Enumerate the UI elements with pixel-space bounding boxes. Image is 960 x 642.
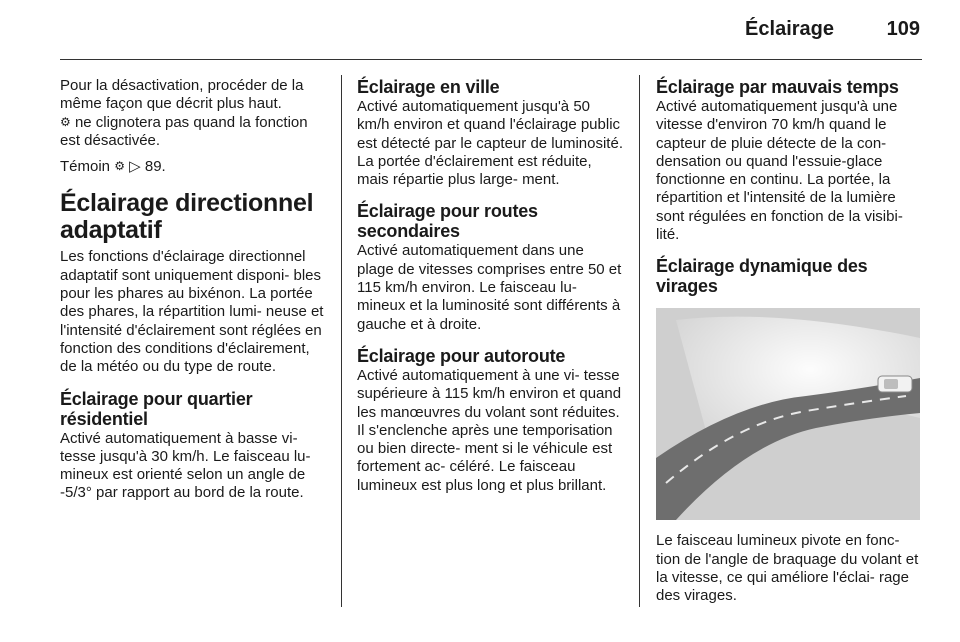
headlight-warning-icon: ⚙ (114, 159, 125, 174)
page-header (0, 0, 960, 56)
subsection-paragraph: Activé automatiquement à basse vi- tesse jusqu'à 30 km/h. Le faisceau lu- mineux est orienté selon un angle de -5/3° par rapport au bord de la route. (60, 429, 311, 502)
subsection-paragraph: Activé automatiquement jusqu'à une vitesse d'environ 70 km/h quand le capteur de pluie détecte de la con- densation ou quand l'essuie-glace fonctionne en continu. La portée, la répartition et l'intensité de la lumière sont régulées en fonction de la visibi- lité. (656, 98, 903, 244)
subsection-paragraph: Activé automatiquement à une vi- tesse supérieure à 115 km/h environ et quand les manœuvres du volant sont réduites. Il s'enclenche après une temporisation ou bien directe- ment si le véhicule est fortement ac- céléré. Le faisceau lumineux est plus long et plus brillant. (357, 366, 622, 494)
section-heading: Éclairage directionnel adaptatif (60, 189, 314, 245)
subsection-paragraph: Le faisceau lumineux pivote en fonc- tion de l'angle de braquage du volant et la vitesse, ce qui améliore l'éclai- rage des virages. (656, 532, 919, 605)
intro-paragraph: Pour la désactivation, procéder de la même façon que décrit plus haut. (60, 77, 304, 113)
subsection-paragraph: Activé automatiquement dans une plage de vitesses comprises entre 50 et 115 km/h environ. Le faisceau lu- mineux et la luminosité sont différents à gauche et à droite. (357, 242, 622, 333)
intro-paragraph-2: ⚙ ne clignotera pas quand la fonction est désactivée. (60, 113, 308, 149)
subsection-heading: Éclairage dynamique des virages (656, 256, 868, 297)
column-divider (341, 75, 342, 607)
column-divider (639, 75, 640, 607)
subsection-heading: Éclairage pour routes secondaires (357, 201, 538, 242)
column-1 (60, 77, 326, 511)
section-paragraph: Les fonctions d'éclairage directionnel adaptatif sont uniquement disponi- bles pour les phares au bixénon. La portée des phares, la répartition lumi- neuse et l'intensité d'éclairement sont réglées en fonction des conditions d'éclairement, de la météo ou du type de route. (60, 248, 324, 376)
subsection-heading: Éclairage pour quartier résidentiel (60, 388, 253, 429)
subsection-heading: Éclairage en ville (357, 77, 500, 97)
subsection-heading: Éclairage par mauvais temps (656, 77, 899, 97)
page-title: Éclairage (745, 18, 834, 40)
column-3 (656, 77, 922, 614)
page-number: 109 (886, 18, 920, 40)
column-2 (357, 77, 623, 503)
temoin-line: Témoin ⚙ ▷ 89. (60, 158, 166, 176)
cornering-light-illustration (656, 308, 920, 520)
subsection-paragraph: Activé automatiquement jusqu'à 50 km/h environ et quand l'éclairage public est détecté par le capteur de luminosité. La portée d'éclairement est réduite, mais répartie plus large- ment. (357, 98, 623, 189)
page-reference-arrow-icon: ▷ (129, 158, 141, 176)
headlight-warning-icon: ⚙ (60, 114, 71, 129)
subsection-heading: Éclairage pour autoroute (357, 345, 566, 366)
header-rule (60, 59, 922, 60)
